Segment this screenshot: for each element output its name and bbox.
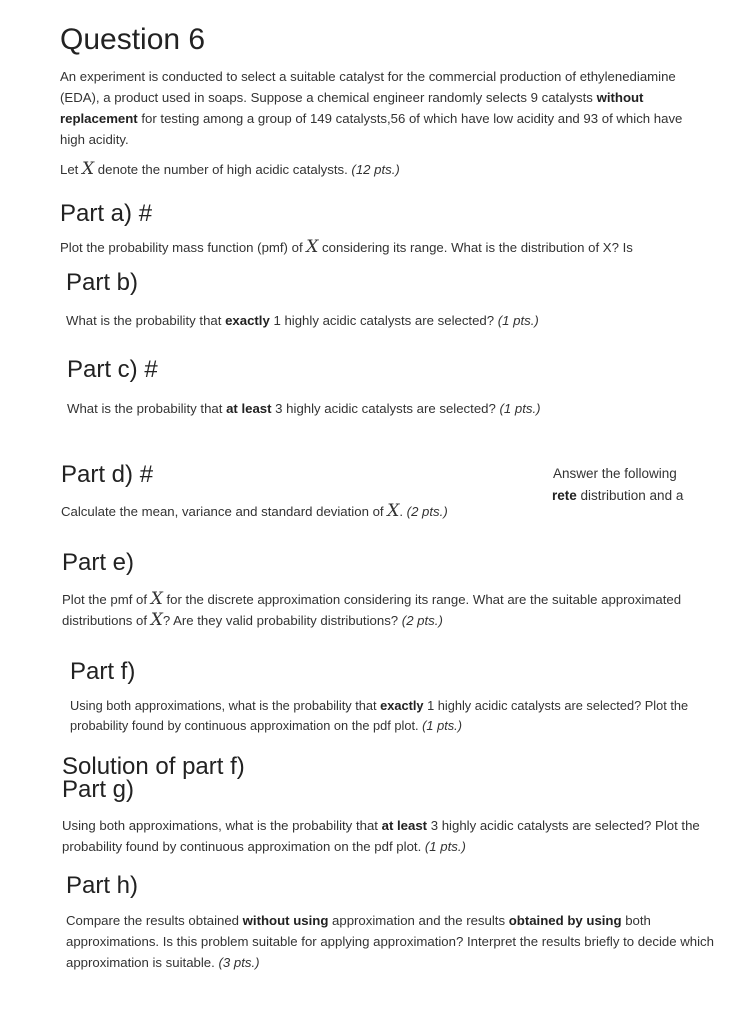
part-f-text: Using both approximations, what is the probability that bbox=[70, 698, 381, 713]
points-label: (2 pts.) bbox=[401, 613, 443, 628]
intro-text-end: for testing among a group of 149 catalysts,56 of which have low acidity and 93 of which have high acidity. bbox=[60, 111, 683, 147]
points-label: (1 pts.) bbox=[422, 718, 462, 733]
part-a-text-end: considering its range. What is the distribution of X? Is bbox=[318, 240, 633, 255]
part-f-question bbox=[70, 696, 715, 736]
points-label: (2 pts.) bbox=[406, 504, 448, 519]
part-d-heading: Part d) # bbox=[61, 461, 154, 488]
part-a-text-clipped bbox=[60, 237, 710, 257]
points-label: (3 pts.) bbox=[218, 955, 260, 970]
part-f-text-end: 1 highly acidic catalysts are selected? Plot the probability found by continuous approximation on the pdf plot. bbox=[70, 698, 689, 733]
math-var-x: X bbox=[306, 237, 319, 257]
part-h-text-end: both approximations. Is this problem suitable for applying approximation? Interpret the results briefly to decide which approximation is suitable. bbox=[66, 913, 714, 970]
part-g-text: Using both approximations, what is the probability that bbox=[62, 818, 382, 833]
part-h-question bbox=[66, 910, 716, 973]
part-e-text: Plot the pmf of bbox=[62, 592, 151, 607]
part-c-question bbox=[67, 398, 541, 419]
denote-text: denote the number of high acidic catalysts. bbox=[94, 162, 352, 177]
math-var-x: X bbox=[387, 501, 400, 521]
math-var-x: X bbox=[82, 159, 95, 179]
intro-text: An experiment is conducted to select a suitable catalyst for the commercial production of ethylenediamine (EDA), a product used in soaps. Suppose a chemical engineer randomly selects 9 catalysts bbox=[60, 69, 676, 105]
part-d-text: Calculate the mean, variance and standard deviation of bbox=[61, 504, 388, 519]
part-e-question bbox=[62, 589, 702, 631]
part-e-text-mid: for the discrete approximation considering its range. What are the suitable approximated distributions of bbox=[62, 592, 682, 628]
part-d-text-end: . bbox=[399, 504, 407, 519]
let-text: Let bbox=[60, 162, 82, 177]
part-c-text: What is the probability that bbox=[67, 401, 227, 416]
part-h-bold-1: without using bbox=[242, 913, 329, 928]
part-a-text: Plot the probability mass function (pmf) of bbox=[60, 240, 307, 255]
overlap-fragment-line1: Answer the following bbox=[553, 466, 677, 481]
points-label: (12 pts.) bbox=[351, 162, 400, 177]
part-g-bold: at least bbox=[381, 818, 428, 833]
part-h-heading: Part h) bbox=[66, 872, 139, 899]
part-f-heading: Part f) bbox=[70, 658, 136, 685]
part-a-heading: Part a) # bbox=[60, 200, 153, 227]
math-var-x: X bbox=[150, 610, 163, 630]
part-b-bold: exactly bbox=[225, 313, 270, 328]
part-h-text: Compare the results obtained bbox=[66, 913, 243, 928]
points-label: (1 pts.) bbox=[499, 401, 541, 416]
part-e-text-end: ? Are they valid probability distributions? bbox=[162, 613, 402, 628]
fragment-bold: rete bbox=[552, 488, 577, 503]
part-c-text-end: 3 highly acidic catalysts are selected? bbox=[271, 401, 500, 416]
part-b-question bbox=[66, 310, 539, 331]
part-g-question bbox=[62, 815, 722, 857]
question-title: Question 6 bbox=[60, 23, 206, 56]
part-c-bold: at least bbox=[226, 401, 272, 416]
part-f-bold: exactly bbox=[380, 698, 424, 713]
part-b-text: What is the probability that bbox=[66, 313, 226, 328]
part-b-text-end: 1 highly acidic catalysts are selected? bbox=[269, 313, 498, 328]
intro-variable-line bbox=[60, 159, 400, 180]
part-d-question bbox=[61, 501, 448, 522]
overlap-fragment-line2 bbox=[552, 485, 712, 506]
part-f-solution-heading: Solution of part f) bbox=[62, 753, 245, 780]
part-e-heading: Part e) bbox=[62, 549, 135, 576]
intro-paragraph bbox=[60, 66, 700, 150]
part-g-text-end: 3 highly acidic catalysts are selected? Plot the probability found by continuous approximation on the pdf plot. bbox=[62, 818, 700, 854]
part-f-solution-heading-clipped bbox=[62, 753, 362, 780]
part-h-text-mid: approximation and the results bbox=[328, 913, 509, 928]
part-b-heading: Part b) bbox=[66, 269, 139, 296]
part-c-heading: Part c) # bbox=[67, 356, 158, 383]
fragment-text: distribution and a bbox=[576, 488, 684, 503]
intro-bold: without replacement bbox=[60, 90, 644, 126]
part-h-bold-2: obtained by using bbox=[508, 913, 622, 928]
points-label: (1 pts.) bbox=[497, 313, 539, 328]
part-g-heading: Part g) bbox=[62, 776, 135, 803]
points-label: (1 pts.) bbox=[424, 839, 466, 854]
math-var-x: X bbox=[150, 589, 163, 609]
